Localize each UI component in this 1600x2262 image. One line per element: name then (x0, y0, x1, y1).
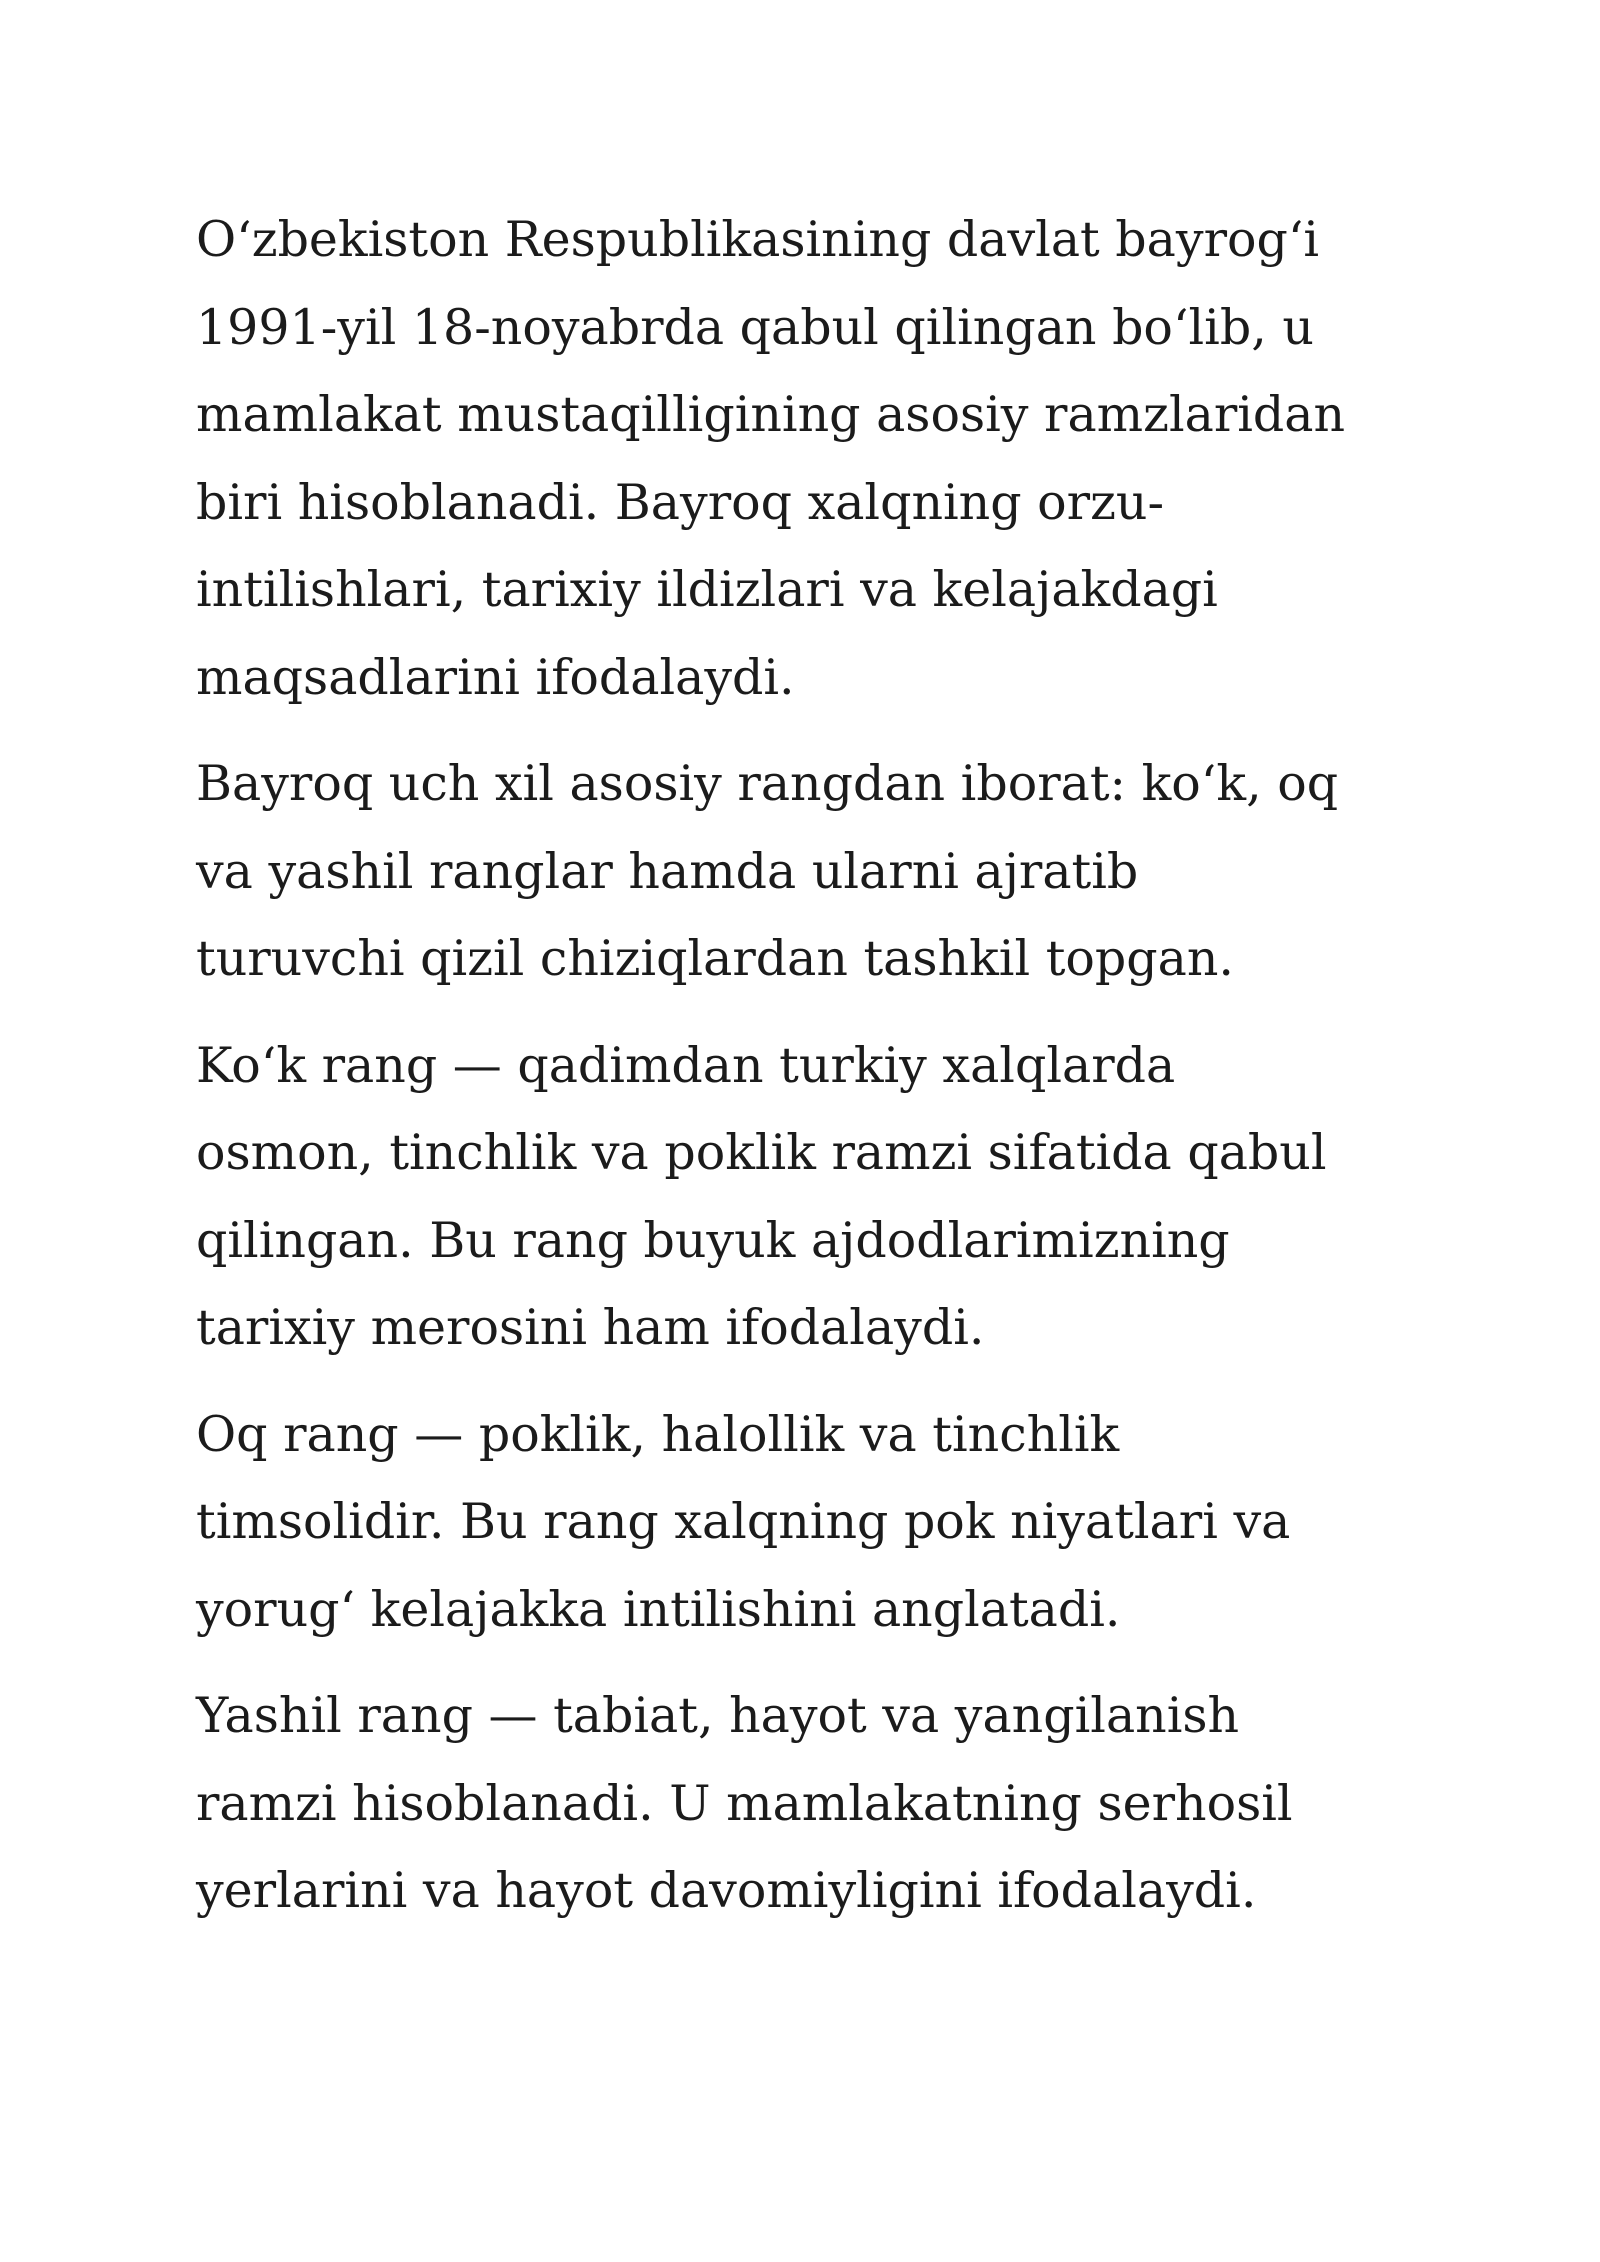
paragraph-white (196, 1391, 1436, 1654)
text-line: ramzi hisoblanadi. U mamlakatning serhosil (196, 1774, 1293, 1832)
text-line: Bayroq uch xil asosiy rangdan iborat: koʻk, oq (196, 755, 1339, 812)
text-line: yorugʻ kelajakka intilishini anglatadi. (196, 1580, 1121, 1638)
text-line: Koʻk rang — qadimdan turkiy xalqlarda (196, 1036, 1176, 1094)
text-line: qilingan. Bu rang buyuk ajdodlarimizning (196, 1211, 1230, 1269)
text-line: Yashil rang — tabiat, hayot va yangilanish (196, 1687, 1240, 1744)
text-line: turuvchi qizil chiziqlardan tashkil topgan. (196, 930, 1234, 987)
text-line: osmon, tinchlik va poklik ramzi sifatida qabul (196, 1124, 1327, 1181)
text-line: yerlarini va hayot davomiyligini ifodalaydi. (196, 1862, 1257, 1919)
text-line: biri hisoblanadi. Bayroq xalqning orzu- (196, 473, 1165, 531)
text-line: intilishlari, tarixiy ildizlari va kelajakdagi (196, 561, 1218, 618)
text-line: mamlakat mustaqilligining asosiy ramzlaridan (196, 386, 1346, 443)
text-line: 1991-yil 18-noyabrda qabul qilingan boʻlib, u (196, 298, 1314, 356)
text-line: Oʻzbekiston Respublikasining davlat bayrogʻi (196, 211, 1320, 268)
paragraph-colors (196, 740, 1436, 1003)
text-line: timsolidir. Bu rang xalqning pok niyatlari va (196, 1493, 1291, 1550)
paragraph-blue (196, 1022, 1436, 1372)
paragraph-green (196, 1672, 1436, 1935)
paragraph-intro (196, 196, 1436, 721)
text-line: Oq rang — poklik, halollik va tinchlik (196, 1405, 1120, 1463)
document-page (196, 196, 1436, 1954)
text-line: va yashil ranglar hamda ularni ajratib (196, 842, 1139, 900)
text-line: tarixiy merosini ham ifodalaydi. (196, 1299, 985, 1356)
text-line: maqsadlarini ifodalaydi. (196, 648, 795, 706)
